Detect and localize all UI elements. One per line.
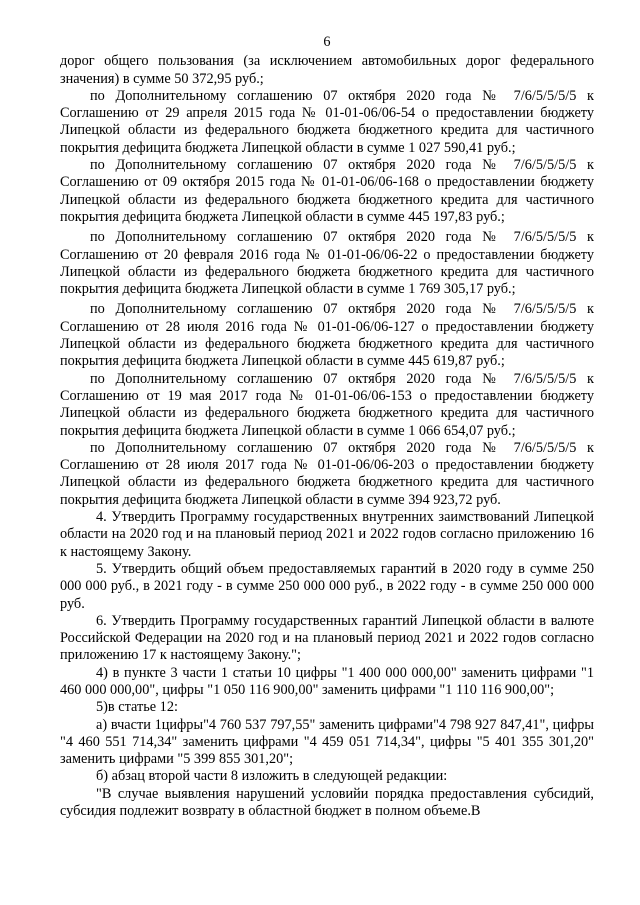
paragraph-amendment-5b: б) абзац второй части 8 изложить в следующей редакции: xyxy=(96,768,448,785)
paragraph-agreement-2015-168: по Дополнительному соглашению 07 октября 2020 года № 7/6/5/5/5/5 к Соглашению от 09 октября 2015 года № 01-01-06/06-168 о предоставлении бюджету Липецкой области из федерального бюджета бюджетного кредита для частичного покрытия дефицита бюджета Липецкой области в сумме 445 197,83 руб.; xyxy=(60,157,594,225)
paragraph-agreement-2017-153: по Дополнительному соглашению 07 октября 2020 года № 7/6/5/5/5/5 к Соглашению от 19 мая 2017 года № 01-01-06/06-153 о предоставлении бюджету Липецкой области из федерального бюджета бюджетного кредита для частичного покрытия дефицита бюджета Липецкой области в сумме 1 066 654,07 руб.; xyxy=(60,370,594,439)
paragraph-item-5: 5. Утвердить общий объем предоставляемых гарантий в 2020 году в сумме 250 000 000 руб., в 2021 году - в сумме 250 000 000 руб., в 2022 году - в сумме 250 000 000 руб. xyxy=(60,560,594,612)
paragraph-agreement-2015-54: по Дополнительному соглашению 07 октября 2020 года № 7/6/5/5/5/5 к Соглашению от 29 апреля 2015 года № 01-01-06/06-54 о предоставлении бюджету Липецкой области из федерального бюджета бюджетного кредита для частичного покрытия дефицита бюджета Липецкой области в сумме 1 027 590,41 руб.; xyxy=(60,87,594,156)
paragraph-item-6: 6. Утвердить Программу государственных гарантий Липецкой области в валюте Российской Федерации на 2020 год и на плановый период 2021 и 2022 годов согласно приложению 17 к настоящему Закону."; xyxy=(60,612,594,664)
paragraph-agreement-2017-203: по Дополнительному соглашению 07 октября 2020 года № 7/6/5/5/5/5 к Соглашению от 28 июля 2017 года № 01-01-06/06-203 о предоставлении бюджету Липецкой области из федерального бюджета бюджетного кредита для частичного покрытия дефицита бюджета Липецкой области в сумме 394 923,72 руб. xyxy=(60,439,594,508)
paragraph-amendment-4: 4) в пункте 3 части 1 статьи 10 цифры "1 400 000 000,00" заменить цифрами "1 460 000 000,00", цифры "1 050 116 900,00" заменить цифрами "1 110 116 900,00"; xyxy=(60,664,594,698)
paragraph-amendment-5: 5)в статье 12: xyxy=(96,699,178,716)
paragraph-amendment-5a: а) вчасти 1цифры"4 760 537 797,55" заменить цифрами"4 798 927 847,41", цифры "4 460 551 714,34" заменить цифрами "4 459 051 714,34", цифры "5 401 355 301,20" заменить цифрами "5 399 855 301,20"; xyxy=(60,716,594,768)
paragraph-quoted-text: "В случае выявления нарушений условийи порядка предоставления субсидий, субсидия подлежит возврату в областной бюджет в полном объеме.В xyxy=(60,785,594,820)
paragraph-roads-continuation: дорог общего пользования (за исключением автомобильных дорог федерального значения) в сумме 50 372,95 руб.; xyxy=(60,53,594,87)
paragraph-item-4: 4. Утвердить Программу государственных внутренних заимствований Липецкой области на 2020 год и на плановый период 2021 и 2022 годов согласно приложению 16 к настоящему Закону. xyxy=(60,509,594,560)
paragraph-agreement-2016-127: по Дополнительному соглашению 07 октября 2020 года № 7/6/5/5/5/5 к Соглашению от 28 июля 2016 года № 01-01-06/06-127 о предоставлении бюджету Липецкой области из федерального бюджета бюджетного кредита для частичного покрытия дефицита бюджета Липецкой области в сумме 445 619,87 руб.; xyxy=(60,301,594,370)
document-page xyxy=(60,34,594,820)
page-number: 6 xyxy=(323,34,331,50)
paragraph-agreement-2016-22: по Дополнительному соглашению 07 октября 2020 года № 7/6/5/5/5/5 к Соглашению от 20 февраля 2016 года № 01-01-06/06-22 о предоставлении бюджету Липецкой области из федерального бюджета бюджетного кредита для частичного покрытия дефицита бюджета Липецкой области в сумме 1 769 305,17 руб.; xyxy=(60,229,594,298)
